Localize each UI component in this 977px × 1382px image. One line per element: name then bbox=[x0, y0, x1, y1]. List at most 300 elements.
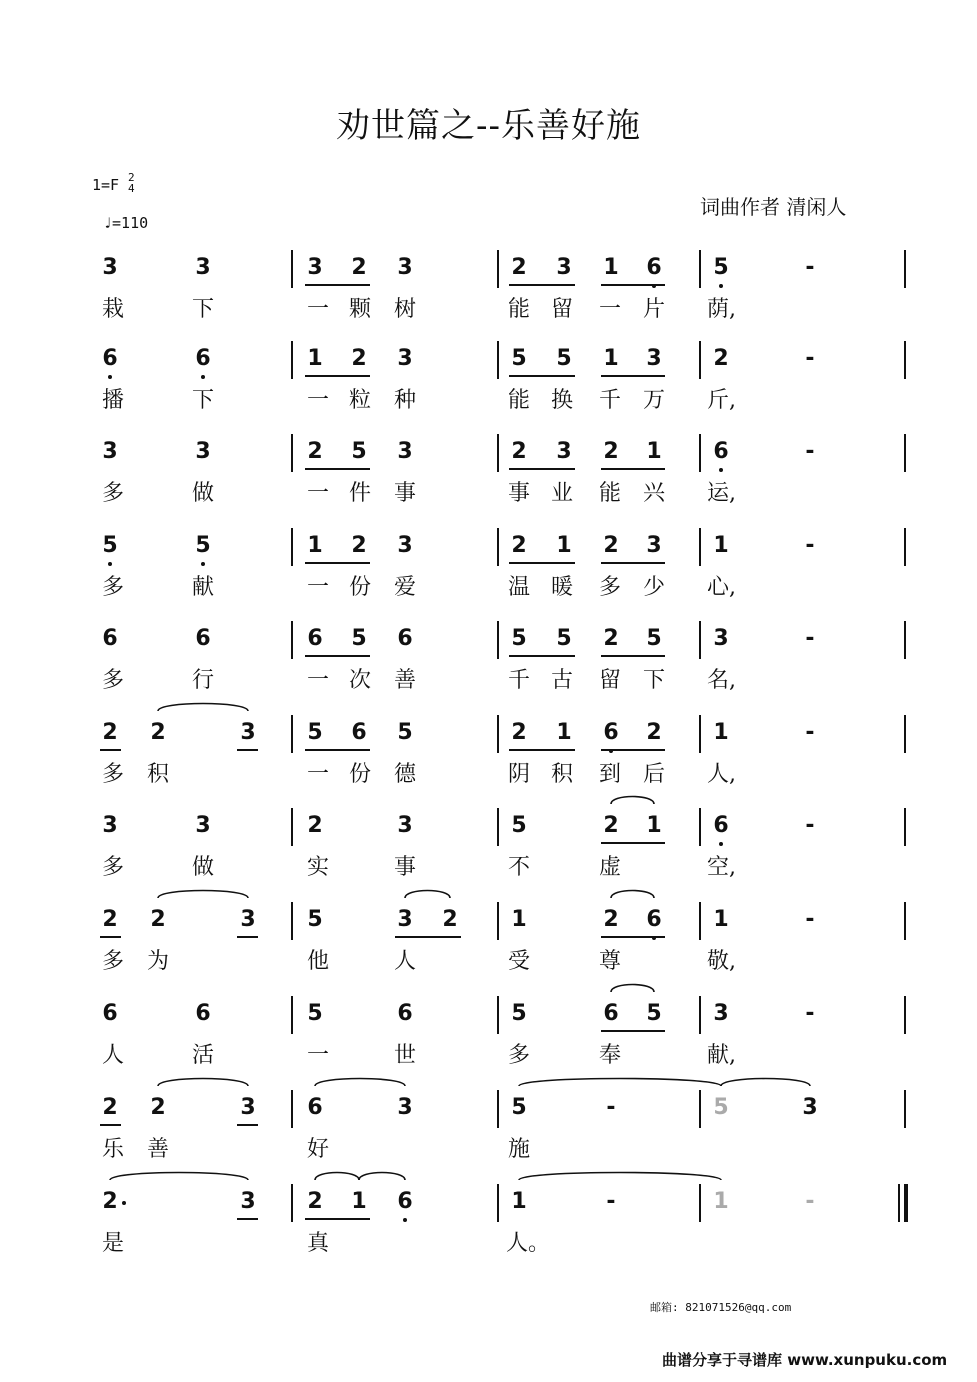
note-number: 5 bbox=[307, 1001, 323, 1026]
lyric-syllable: 尊 bbox=[598, 949, 621, 974]
beam-underline bbox=[305, 375, 370, 377]
note bbox=[549, 533, 579, 559]
extension-dash bbox=[795, 533, 825, 559]
note bbox=[344, 1189, 374, 1215]
extension-dash bbox=[795, 1189, 825, 1215]
bar-line bbox=[904, 1184, 908, 1222]
extension-dash bbox=[795, 1001, 825, 1027]
lyric-syllable: 行 bbox=[191, 668, 214, 693]
note bbox=[504, 1001, 534, 1027]
bar-line bbox=[291, 341, 293, 379]
note-number: 5 bbox=[511, 1095, 527, 1120]
score-row bbox=[0, 528, 977, 620]
note bbox=[596, 813, 626, 839]
note-number: 2 bbox=[511, 720, 527, 745]
note-number: 3 bbox=[397, 439, 413, 464]
lyric-syllable: 爱 bbox=[393, 575, 416, 600]
lyric-syllable: 为 bbox=[146, 949, 169, 974]
note-number: 2 bbox=[351, 533, 367, 558]
note-number: 2 bbox=[511, 439, 527, 464]
note bbox=[95, 1095, 125, 1121]
low-octave-dot bbox=[403, 1218, 407, 1222]
note bbox=[143, 1095, 173, 1121]
lyric-syllable: 能 bbox=[507, 297, 530, 322]
note-number: - bbox=[805, 813, 815, 838]
note bbox=[344, 346, 374, 372]
lyric-syllable: 一 bbox=[306, 1043, 329, 1068]
note bbox=[143, 907, 173, 933]
beam-underline bbox=[237, 749, 258, 751]
note-number: 3 bbox=[397, 255, 413, 280]
low-octave-dot bbox=[201, 375, 205, 379]
note-number: 3 bbox=[195, 439, 211, 464]
beam-underline bbox=[305, 749, 370, 751]
bar-line bbox=[497, 250, 499, 288]
lyric-syllable: 多 bbox=[598, 575, 621, 600]
note bbox=[188, 813, 218, 839]
quarter-note-icon: ♩ bbox=[103, 214, 113, 232]
note-number: - bbox=[805, 907, 815, 932]
score-row bbox=[0, 1090, 977, 1182]
note bbox=[344, 720, 374, 746]
beam-underline bbox=[601, 468, 665, 470]
bar-line bbox=[291, 1184, 293, 1222]
low-octave-dot bbox=[719, 842, 723, 846]
beam-underline bbox=[509, 749, 575, 751]
note bbox=[504, 439, 534, 465]
note-number: 6 bbox=[603, 720, 619, 745]
note-number: 1 bbox=[511, 907, 527, 932]
note bbox=[390, 907, 420, 933]
lyric-syllable: 多 bbox=[101, 668, 124, 693]
note-number: 6 bbox=[713, 439, 729, 464]
note-number: 2 bbox=[603, 439, 619, 464]
note-number: 6 bbox=[646, 907, 662, 932]
bar-line bbox=[904, 996, 906, 1034]
note-number: 1 bbox=[556, 720, 572, 745]
lyric-syllable: 阴 bbox=[507, 762, 530, 787]
lyric-syllable: 留 bbox=[598, 668, 621, 693]
beam-underline bbox=[305, 562, 370, 564]
bar-line bbox=[497, 621, 499, 659]
lyric-syllable: 德 bbox=[393, 762, 416, 787]
note-number: 5 bbox=[307, 907, 323, 932]
note-number: - bbox=[606, 1189, 616, 1214]
note-number: 5 bbox=[195, 533, 211, 558]
note-number: 2 bbox=[351, 255, 367, 280]
note bbox=[95, 533, 125, 559]
note-number: 2 bbox=[603, 907, 619, 932]
low-octave-dot bbox=[719, 468, 723, 472]
note bbox=[706, 255, 736, 281]
note bbox=[504, 626, 534, 652]
note-number: 3 bbox=[397, 907, 413, 932]
note bbox=[596, 346, 626, 372]
lyric-syllable: 能 bbox=[507, 388, 530, 413]
lyric-syllable: 乐 bbox=[101, 1137, 124, 1162]
lyric-syllable: 多 bbox=[101, 575, 124, 600]
note-number: 5 bbox=[511, 813, 527, 838]
note bbox=[188, 255, 218, 281]
bar-line bbox=[291, 996, 293, 1034]
lyric-syllable: 一 bbox=[306, 481, 329, 506]
note bbox=[188, 346, 218, 372]
key-signature: 1=F bbox=[92, 176, 120, 194]
note bbox=[596, 907, 626, 933]
lyric-syllable: 能 bbox=[598, 481, 621, 506]
note-number: 3 bbox=[195, 255, 211, 280]
lyric-syllable: 万 bbox=[642, 388, 665, 413]
note bbox=[300, 813, 330, 839]
bar-line bbox=[497, 715, 499, 753]
note bbox=[300, 439, 330, 465]
note bbox=[639, 346, 669, 372]
note bbox=[344, 533, 374, 559]
note bbox=[706, 907, 736, 933]
note-number: 6 bbox=[307, 1095, 323, 1120]
note-number: 3 bbox=[307, 255, 323, 280]
lyric-syllable: 业 bbox=[550, 481, 573, 506]
note bbox=[596, 255, 626, 281]
note bbox=[95, 907, 125, 933]
note bbox=[390, 1095, 420, 1121]
note-number: 1 bbox=[307, 346, 323, 371]
lyric-syllable: 份 bbox=[348, 575, 371, 600]
note bbox=[344, 255, 374, 281]
note-number: 5 bbox=[351, 439, 367, 464]
note-number: 3 bbox=[713, 1001, 729, 1026]
note-number: - bbox=[805, 533, 815, 558]
beam-underline bbox=[601, 1030, 665, 1032]
note bbox=[706, 346, 736, 372]
note-number: 1 bbox=[556, 533, 572, 558]
bar-line bbox=[291, 1090, 293, 1128]
note-number: 2 bbox=[150, 907, 166, 932]
lyric-syllable: 虚 bbox=[598, 855, 621, 880]
bar-line bbox=[699, 250, 701, 288]
lyric-syllable: 树 bbox=[393, 297, 416, 322]
note-number: 2 bbox=[511, 533, 527, 558]
note bbox=[188, 626, 218, 652]
lyric-syllable: 实 bbox=[306, 855, 329, 880]
note bbox=[639, 439, 669, 465]
note-number: - bbox=[606, 1095, 616, 1120]
note bbox=[95, 439, 125, 465]
bar-line bbox=[497, 808, 499, 846]
note-number: 2 bbox=[150, 720, 166, 745]
lyric-syllable: 人 bbox=[393, 949, 416, 974]
lyric-syllable: 人, bbox=[707, 762, 736, 787]
lyric-syllable: 后 bbox=[642, 762, 665, 787]
note-number: 3 bbox=[240, 1095, 256, 1120]
lyric-syllable: 兴 bbox=[642, 481, 665, 506]
lyric-syllable: 受 bbox=[507, 949, 530, 974]
extension-dash bbox=[795, 346, 825, 372]
note-number: 3 bbox=[240, 1189, 256, 1214]
bar-line bbox=[497, 1184, 499, 1222]
note bbox=[233, 907, 263, 933]
beam-underline bbox=[237, 1124, 258, 1126]
note bbox=[639, 1001, 669, 1027]
augmentation-dot bbox=[122, 1201, 126, 1205]
bar-line bbox=[291, 621, 293, 659]
note-number: - bbox=[805, 255, 815, 280]
watermark-footer: 曲谱分享于寻谱库 www.xunpuku.com bbox=[662, 1351, 948, 1369]
note-number: 5 bbox=[351, 626, 367, 651]
note-number: 6 bbox=[397, 626, 413, 651]
note bbox=[233, 720, 263, 746]
note bbox=[143, 720, 173, 746]
note bbox=[706, 626, 736, 652]
lyric-syllable: 多 bbox=[101, 855, 124, 880]
note-number: 6 bbox=[307, 626, 323, 651]
note-number: 5 bbox=[102, 533, 118, 558]
lyric-syllable: 片 bbox=[642, 297, 665, 322]
lyric-syllable: 到 bbox=[598, 762, 621, 787]
lyric-syllable: 心, bbox=[707, 575, 736, 600]
lyric-syllable: 献 bbox=[191, 575, 214, 600]
beam-underline bbox=[509, 655, 575, 657]
lyric-syllable: 世 bbox=[393, 1043, 416, 1068]
score-row bbox=[0, 341, 977, 433]
beam-underline bbox=[305, 1218, 370, 1220]
beam-underline bbox=[509, 375, 575, 377]
note-number: 5 bbox=[307, 720, 323, 745]
lyric-syllable: 多 bbox=[101, 481, 124, 506]
note bbox=[344, 626, 374, 652]
lyric-syllable: 善 bbox=[393, 668, 416, 693]
note bbox=[549, 720, 579, 746]
note-number: 3 bbox=[102, 255, 118, 280]
note-number: 5 bbox=[646, 1001, 662, 1026]
page-title: 劝世篇之--乐善好施 bbox=[336, 106, 641, 146]
note-number: 6 bbox=[102, 1001, 118, 1026]
note-number: 6 bbox=[195, 346, 211, 371]
extension-dash bbox=[795, 439, 825, 465]
lyric-syllable: 粒 bbox=[348, 388, 371, 413]
bar-line bbox=[497, 1090, 499, 1128]
note-number: 3 bbox=[397, 1095, 413, 1120]
bar-line bbox=[699, 341, 701, 379]
beam-underline bbox=[601, 562, 665, 564]
beam-underline bbox=[601, 655, 665, 657]
note bbox=[188, 439, 218, 465]
note-number: 1 bbox=[713, 907, 729, 932]
beam-underline bbox=[100, 1124, 121, 1126]
bar-line bbox=[699, 621, 701, 659]
note bbox=[706, 813, 736, 839]
extension-dash bbox=[795, 720, 825, 746]
bar-line bbox=[699, 434, 701, 472]
score-row bbox=[0, 250, 977, 342]
note bbox=[435, 907, 465, 933]
note bbox=[504, 533, 534, 559]
composer-credit: 词曲作者 清闲人 bbox=[700, 195, 847, 219]
beam-underline bbox=[601, 375, 665, 377]
note bbox=[233, 1095, 263, 1121]
note bbox=[95, 346, 125, 372]
note-number: 2 bbox=[307, 813, 323, 838]
lyric-syllable: 播 bbox=[101, 388, 124, 413]
note bbox=[549, 439, 579, 465]
note-number: 5 bbox=[713, 255, 729, 280]
time-signature-top: 2 bbox=[128, 171, 135, 184]
note-number: 2 bbox=[603, 533, 619, 558]
note bbox=[300, 1001, 330, 1027]
bar-line bbox=[699, 902, 701, 940]
note-number: 6 bbox=[351, 720, 367, 745]
time-signature-bottom: 4 bbox=[128, 182, 135, 195]
score-row bbox=[0, 434, 977, 526]
note-number: 3 bbox=[646, 346, 662, 371]
note bbox=[390, 346, 420, 372]
low-octave-dot bbox=[201, 562, 205, 566]
extension-dash bbox=[795, 813, 825, 839]
note-number: 2 bbox=[713, 346, 729, 371]
note-number: 3 bbox=[102, 439, 118, 464]
note bbox=[390, 533, 420, 559]
note bbox=[596, 720, 626, 746]
note bbox=[549, 626, 579, 652]
score-row bbox=[0, 715, 977, 807]
note-number: 2 bbox=[102, 1095, 118, 1120]
low-octave-dot bbox=[108, 562, 112, 566]
bar-line bbox=[904, 621, 906, 659]
tempo-marking bbox=[103, 214, 148, 232]
extension-dash bbox=[795, 626, 825, 652]
note bbox=[639, 533, 669, 559]
lyric-syllable: 千 bbox=[598, 388, 621, 413]
note bbox=[706, 1189, 736, 1215]
lyric-syllable: 做 bbox=[191, 481, 214, 506]
note bbox=[504, 720, 534, 746]
note-number: 2 bbox=[351, 346, 367, 371]
note bbox=[300, 907, 330, 933]
note bbox=[300, 1095, 330, 1121]
tempo-value: =110 bbox=[112, 214, 149, 232]
note bbox=[596, 439, 626, 465]
note bbox=[795, 1095, 825, 1121]
beam-underline bbox=[305, 468, 370, 470]
lyric-syllable: 一 bbox=[306, 388, 329, 413]
bar-line bbox=[497, 434, 499, 472]
extension-dash bbox=[795, 907, 825, 933]
note-number: 2 bbox=[102, 907, 118, 932]
lyric-syllable: 是 bbox=[101, 1231, 124, 1256]
score-row bbox=[0, 808, 977, 900]
lyric-syllable: 栽 bbox=[101, 297, 124, 322]
lyric-syllable: 千 bbox=[507, 668, 530, 693]
note bbox=[300, 1189, 330, 1215]
note bbox=[504, 255, 534, 281]
note bbox=[95, 1001, 125, 1027]
note bbox=[95, 626, 125, 652]
note-number: 3 bbox=[556, 439, 572, 464]
bar-line bbox=[904, 808, 906, 846]
note bbox=[390, 255, 420, 281]
lyric-syllable: 多 bbox=[101, 762, 124, 787]
lyric-syllable: 换 bbox=[550, 388, 573, 413]
note bbox=[95, 813, 125, 839]
lyric-syllable: 做 bbox=[191, 855, 214, 880]
note-number: 2 bbox=[442, 907, 458, 932]
lyric-syllable: 名, bbox=[707, 668, 736, 693]
lyric-syllable: 一 bbox=[306, 297, 329, 322]
bar-line bbox=[699, 996, 701, 1034]
bar-line bbox=[291, 250, 293, 288]
bar-line bbox=[699, 528, 701, 566]
bar-line bbox=[904, 250, 906, 288]
lyric-syllable: 奉 bbox=[598, 1043, 621, 1068]
note bbox=[504, 1189, 534, 1215]
score-row bbox=[0, 902, 977, 994]
bar-line bbox=[699, 1184, 701, 1222]
lyric-syllable: 次 bbox=[348, 668, 371, 693]
lyric-syllable: 份 bbox=[348, 762, 371, 787]
lyric-syllable: 少 bbox=[642, 575, 665, 600]
lyric-syllable: 斤, bbox=[707, 388, 736, 413]
note bbox=[504, 1095, 534, 1121]
extension-dash bbox=[795, 255, 825, 281]
note-number: 1 bbox=[511, 1189, 527, 1214]
note-number: 6 bbox=[646, 255, 662, 280]
note-number: 2 bbox=[102, 1189, 118, 1214]
email-footer: 邮箱: 821071526@qq.com bbox=[650, 1301, 792, 1314]
note bbox=[639, 626, 669, 652]
note bbox=[300, 255, 330, 281]
bar-line bbox=[699, 808, 701, 846]
note bbox=[390, 626, 420, 652]
lyric-syllable: 留 bbox=[550, 297, 573, 322]
beam-underline bbox=[305, 284, 370, 286]
note-number: 1 bbox=[603, 346, 619, 371]
lyric-syllable: 空, bbox=[707, 855, 736, 880]
lyric-syllable: 温 bbox=[507, 575, 530, 600]
note-number: 5 bbox=[511, 1001, 527, 1026]
note-number: 1 bbox=[646, 439, 662, 464]
beam-underline bbox=[601, 936, 665, 938]
bar-line bbox=[291, 528, 293, 566]
lyric-syllable: 颗 bbox=[348, 297, 371, 322]
low-octave-dot bbox=[108, 375, 112, 379]
lyric-syllable: 人。 bbox=[506, 1231, 551, 1256]
lyric-syllable: 多 bbox=[507, 1043, 530, 1068]
note-number: 5 bbox=[511, 626, 527, 651]
lyric-syllable: 他 bbox=[306, 949, 329, 974]
lyric-syllable: 好 bbox=[306, 1137, 329, 1162]
note bbox=[390, 720, 420, 746]
note bbox=[300, 626, 330, 652]
note-number: 6 bbox=[102, 346, 118, 371]
note bbox=[706, 439, 736, 465]
lyric-syllable: 人 bbox=[101, 1043, 124, 1068]
note-number: 3 bbox=[240, 720, 256, 745]
low-octave-dot bbox=[719, 284, 723, 288]
lyric-syllable: 事 bbox=[507, 481, 530, 506]
note-number: 3 bbox=[240, 907, 256, 932]
lyric-syllable: 积 bbox=[146, 762, 169, 787]
lyric-syllable: 真 bbox=[306, 1231, 329, 1256]
note-number: 5 bbox=[556, 346, 572, 371]
bar-line bbox=[904, 715, 906, 753]
note bbox=[639, 720, 669, 746]
note bbox=[549, 255, 579, 281]
lyric-syllable: 一 bbox=[598, 297, 621, 322]
note-number: 3 bbox=[397, 533, 413, 558]
note-number: 3 bbox=[102, 813, 118, 838]
lyric-syllable: 活 bbox=[191, 1043, 214, 1068]
note bbox=[706, 1095, 736, 1121]
